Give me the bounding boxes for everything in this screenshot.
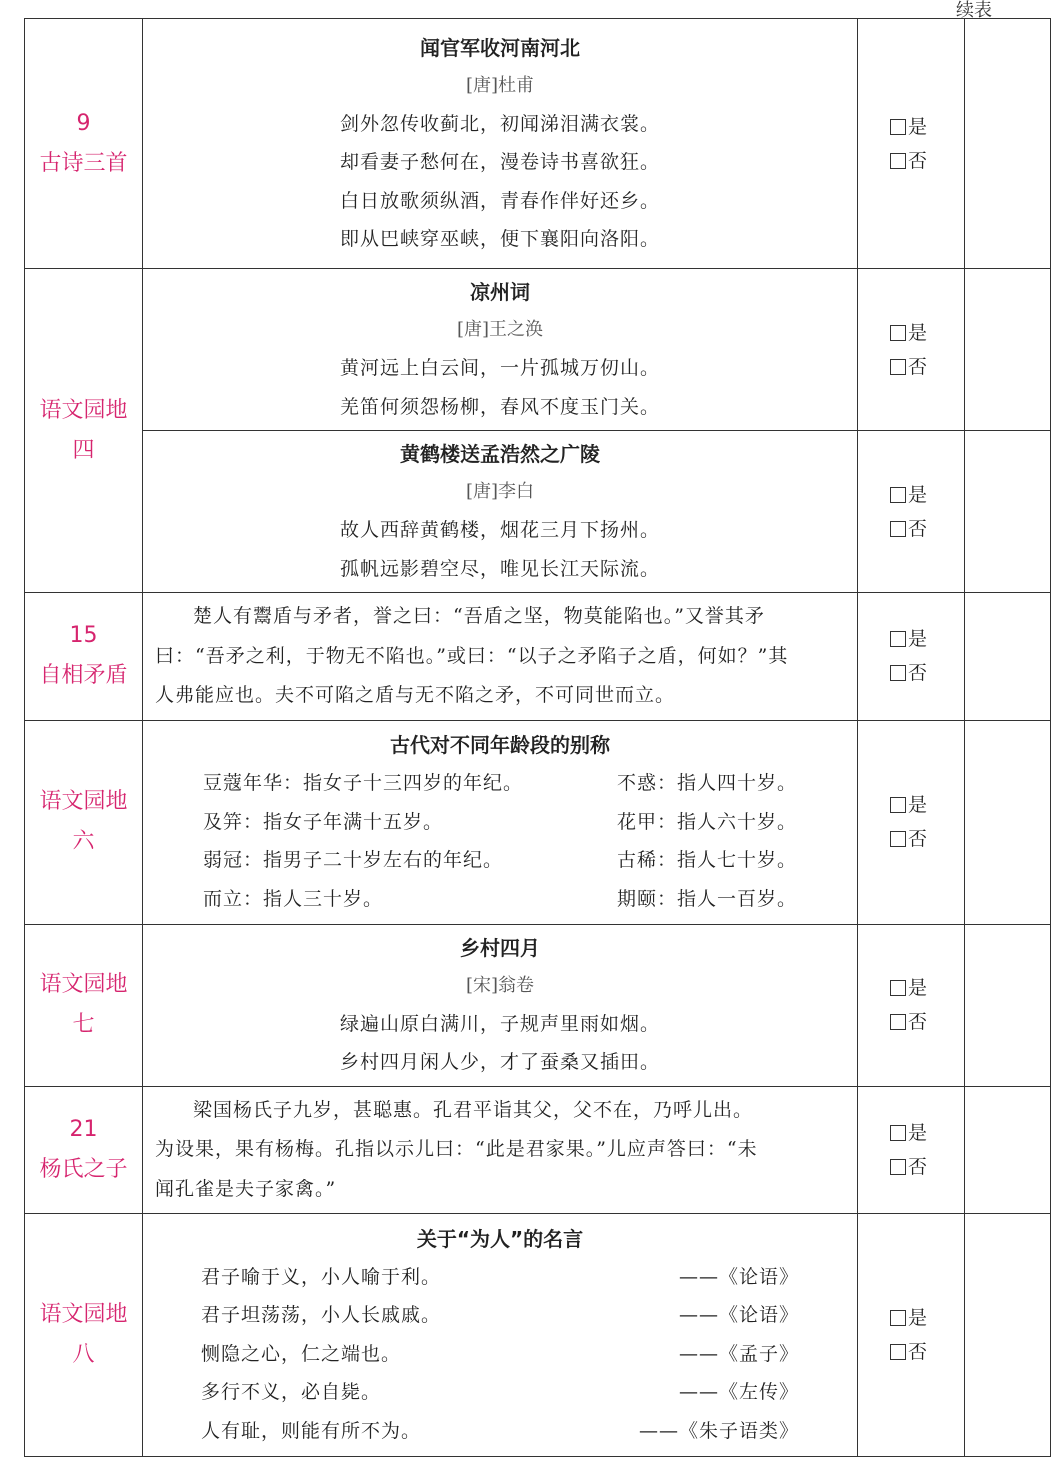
checkbox-icon[interactable] bbox=[890, 1344, 906, 1360]
yes-no-cell bbox=[858, 431, 965, 593]
blank-cell bbox=[965, 1086, 1051, 1214]
no-label: 否 bbox=[908, 355, 928, 378]
lesson-title: 杨氏之子 bbox=[39, 1156, 128, 1182]
yes-no-cell bbox=[858, 1214, 965, 1457]
no-label: 否 bbox=[908, 517, 928, 540]
no-option[interactable] bbox=[890, 512, 964, 546]
poem-line: 黄河远上白云间，一片孤城万仞山。 bbox=[339, 357, 660, 379]
age-term: 而立：指人三十岁。 bbox=[203, 887, 384, 910]
yes-label: 是 bbox=[908, 115, 928, 138]
poem-author: [唐]杜甫 bbox=[465, 74, 535, 96]
yes-option[interactable] bbox=[890, 1301, 964, 1335]
table-row bbox=[25, 924, 1051, 1086]
ages-cell bbox=[143, 720, 858, 924]
lesson-title: 语文园地 bbox=[39, 397, 128, 423]
lesson-number: 21 bbox=[69, 1116, 98, 1142]
blank-cell bbox=[965, 924, 1051, 1086]
yes-label: 是 bbox=[908, 977, 928, 999]
no-label: 否 bbox=[908, 1011, 928, 1033]
quote-item bbox=[143, 1258, 857, 1297]
yes-option[interactable] bbox=[890, 971, 964, 1005]
ages-right-column bbox=[617, 764, 797, 918]
checkbox-icon[interactable] bbox=[890, 980, 906, 996]
poem-author: [唐]王之涣 bbox=[456, 319, 544, 340]
poem-line: 羌笛何须怨杨柳，春风不度玉门关。 bbox=[339, 395, 660, 418]
lesson-number: 八 bbox=[72, 1342, 95, 1367]
poem-cell bbox=[143, 269, 858, 431]
checkbox-icon[interactable] bbox=[890, 1159, 906, 1175]
yes-no-cell bbox=[858, 19, 965, 269]
age-term: 古稀：指人七十岁。 bbox=[616, 849, 797, 871]
prose-cell bbox=[143, 1086, 858, 1214]
poem-line: 绿遍山原白满川，子规声里雨如烟。 bbox=[339, 1012, 660, 1035]
table-row bbox=[25, 19, 1051, 269]
yes-no-cell bbox=[858, 269, 965, 431]
checkbox-icon[interactable] bbox=[890, 119, 906, 135]
prose-line: 人弗能应也。夫不可陷之盾与无不陷之矛，不可同世而立。 bbox=[155, 684, 676, 706]
poem-line: 乡村四月闲人少，才了蚕桑又插田。 bbox=[339, 1051, 660, 1073]
lesson-number: 六 bbox=[72, 829, 95, 854]
quote-source: ——《朱子语类》 bbox=[638, 1419, 799, 1442]
quote-item bbox=[143, 1412, 857, 1451]
no-option[interactable] bbox=[890, 1150, 964, 1184]
checkbox-icon[interactable] bbox=[890, 487, 906, 503]
checkbox-icon[interactable] bbox=[890, 1125, 906, 1141]
prose-line: 梁国杨氏子九岁，甚聪惠。孔君平诣其父，父不在，乃呼儿出。 bbox=[193, 1098, 754, 1121]
checkbox-icon[interactable] bbox=[890, 521, 906, 537]
prose-line: 曰：“吾矛之利，于物无不陷也。”或曰：“以子之矛陷子之盾，何如？”其 bbox=[155, 644, 789, 667]
yes-option[interactable] bbox=[890, 788, 964, 822]
quote-item bbox=[143, 1296, 857, 1335]
quote-source: ——《左传》 bbox=[678, 1381, 799, 1404]
yes-option[interactable] bbox=[890, 316, 964, 350]
lesson-number: 七 bbox=[72, 1012, 95, 1037]
table-row bbox=[25, 269, 1051, 431]
yes-option[interactable] bbox=[890, 1116, 964, 1150]
no-label: 否 bbox=[908, 662, 928, 685]
blank-cell bbox=[965, 1214, 1051, 1457]
blank-cell bbox=[965, 720, 1051, 924]
poem-line: 白日放歌须纵酒，青春作伴好还乡。 bbox=[339, 189, 660, 212]
checkbox-icon[interactable] bbox=[890, 1014, 906, 1030]
quote-text: 多行不义，必自毙。 bbox=[201, 1381, 382, 1404]
lesson-number: 四 bbox=[72, 437, 95, 463]
no-option[interactable] bbox=[890, 822, 964, 856]
quote-item bbox=[143, 1335, 857, 1374]
poem-author: [唐]李白 bbox=[465, 481, 535, 502]
yes-no-cell bbox=[858, 593, 965, 721]
continued-label: 续表 bbox=[956, 0, 992, 21]
age-term: 弱冠：指男子二十岁左右的年纪。 bbox=[203, 849, 504, 871]
no-label: 否 bbox=[908, 828, 928, 850]
lesson-title: 语文园地 bbox=[39, 789, 128, 814]
blank-cell bbox=[965, 593, 1051, 721]
ages-title: 古代对不同年龄段的别称 bbox=[390, 733, 610, 757]
quote-text: 恻隐之心，仁之端也。 bbox=[201, 1342, 402, 1365]
poem-cell bbox=[143, 431, 858, 593]
yes-option[interactable] bbox=[890, 622, 964, 656]
section-label bbox=[25, 720, 143, 924]
poem-title: 凉州词 bbox=[470, 280, 530, 304]
checkbox-icon[interactable] bbox=[890, 665, 906, 681]
quote-source: ——《论语》 bbox=[678, 1304, 799, 1327]
lesson-title: 古诗三首 bbox=[39, 150, 128, 176]
poem-line: 即从巴峡穿巫峡，便下襄阳向洛阳。 bbox=[339, 228, 660, 250]
checkbox-icon[interactable] bbox=[890, 1310, 906, 1326]
poem-line: 剑外忽传收蓟北，初闻涕泪满衣裳。 bbox=[339, 112, 660, 135]
prose-line: 为设果，果有杨梅。孔指以示儿曰：“此是君家果。”儿应声答曰：“未 bbox=[155, 1138, 758, 1160]
recitation-checklist-table bbox=[24, 18, 1051, 1457]
yes-label: 是 bbox=[908, 483, 928, 506]
checkbox-icon[interactable] bbox=[890, 325, 906, 341]
section-label bbox=[25, 269, 143, 593]
no-label: 否 bbox=[908, 1341, 928, 1363]
yes-label: 是 bbox=[908, 1121, 928, 1144]
age-term: 期颐：指人一百岁。 bbox=[616, 887, 797, 910]
quote-text: 人有耻，则能有所不为。 bbox=[201, 1419, 422, 1442]
table-row bbox=[25, 720, 1051, 924]
yes-option[interactable] bbox=[890, 110, 964, 144]
poem-title: 乡村四月 bbox=[460, 935, 540, 960]
quote-text: 君子坦荡荡，小人长戚戚。 bbox=[201, 1304, 442, 1327]
yes-label: 是 bbox=[908, 794, 928, 816]
poem-title: 闻官军收河南河北 bbox=[420, 35, 580, 60]
lesson-title: 语文园地 bbox=[39, 1302, 128, 1327]
age-term: 花甲：指人六十岁。 bbox=[616, 810, 797, 833]
ages-grid bbox=[143, 764, 857, 918]
lesson-number: 9 bbox=[76, 110, 91, 136]
lesson-number: 15 bbox=[69, 623, 98, 649]
yes-no-cell bbox=[858, 924, 965, 1086]
table-row bbox=[25, 1086, 1051, 1214]
yes-no-cell bbox=[858, 1086, 965, 1214]
checkbox-icon[interactable] bbox=[890, 631, 906, 647]
quote-text: 君子喻于义，小人喻于利。 bbox=[201, 1265, 442, 1288]
section-label bbox=[25, 593, 143, 721]
quotes-cell bbox=[143, 1214, 858, 1457]
prose-line: 闻孔雀是夫子家禽。” bbox=[155, 1177, 337, 1200]
poem-line: 故人西辞黄鹤楼，烟花三月下扬州。 bbox=[339, 519, 660, 541]
yes-no-cell bbox=[858, 720, 965, 924]
age-term: 不惑：指人四十岁。 bbox=[616, 772, 797, 794]
blank-cell bbox=[965, 431, 1051, 593]
section-label bbox=[25, 1214, 143, 1457]
section-label bbox=[25, 19, 143, 269]
poem-line: 孤帆远影碧空尽，唯见长江天际流。 bbox=[339, 557, 660, 580]
no-option[interactable] bbox=[890, 144, 964, 178]
prose-cell bbox=[143, 593, 858, 721]
yes-label: 是 bbox=[908, 628, 928, 651]
blank-cell bbox=[965, 269, 1051, 431]
prose-line: 楚人有鬻盾与矛者，誉之曰：“吾盾之坚，物莫能陷也。”又誉其矛 bbox=[193, 605, 765, 627]
yes-label: 是 bbox=[908, 1307, 928, 1329]
table-row bbox=[25, 593, 1051, 721]
checkbox-icon[interactable] bbox=[890, 359, 906, 375]
section-label bbox=[25, 1086, 143, 1214]
quote-item bbox=[143, 1373, 857, 1412]
poem-cell bbox=[143, 19, 858, 269]
checkbox-icon[interactable] bbox=[890, 153, 906, 169]
no-option[interactable] bbox=[890, 350, 964, 384]
no-option[interactable] bbox=[890, 1335, 964, 1369]
poem-title: 黄鹤楼送孟浩然之广陵 bbox=[400, 442, 600, 466]
lesson-title: 语文园地 bbox=[39, 972, 128, 997]
poem-line: 却看妻子愁何在，漫卷诗书喜欲狂。 bbox=[339, 151, 660, 173]
prose-text bbox=[155, 597, 845, 716]
table-row bbox=[25, 431, 1051, 593]
yes-option[interactable] bbox=[890, 478, 964, 512]
no-label: 否 bbox=[908, 149, 928, 172]
quote-source: ——《论语》 bbox=[678, 1265, 799, 1288]
age-term: 及笄：指女子年满十五岁。 bbox=[203, 810, 444, 833]
ages-left-column bbox=[203, 764, 523, 918]
yes-label: 是 bbox=[908, 321, 928, 344]
lesson-title: 自相矛盾 bbox=[39, 663, 128, 689]
no-option[interactable] bbox=[890, 1005, 964, 1039]
quote-source: ——《孟子》 bbox=[678, 1342, 799, 1365]
age-term: 豆蔻年华：指女子十三四岁的年纪。 bbox=[203, 772, 524, 794]
table-row bbox=[25, 1214, 1051, 1457]
poem-author: [宋]翁卷 bbox=[465, 974, 535, 996]
checkbox-icon[interactable] bbox=[890, 797, 906, 813]
blank-cell bbox=[965, 19, 1051, 269]
section-label bbox=[25, 924, 143, 1086]
no-option[interactable] bbox=[890, 656, 964, 690]
prose-text bbox=[155, 1091, 845, 1210]
checkbox-icon[interactable] bbox=[890, 831, 906, 847]
no-label: 否 bbox=[908, 1155, 928, 1178]
poem-cell bbox=[143, 924, 858, 1086]
quotes-title: 关于“为人”的名言 bbox=[416, 1226, 584, 1251]
